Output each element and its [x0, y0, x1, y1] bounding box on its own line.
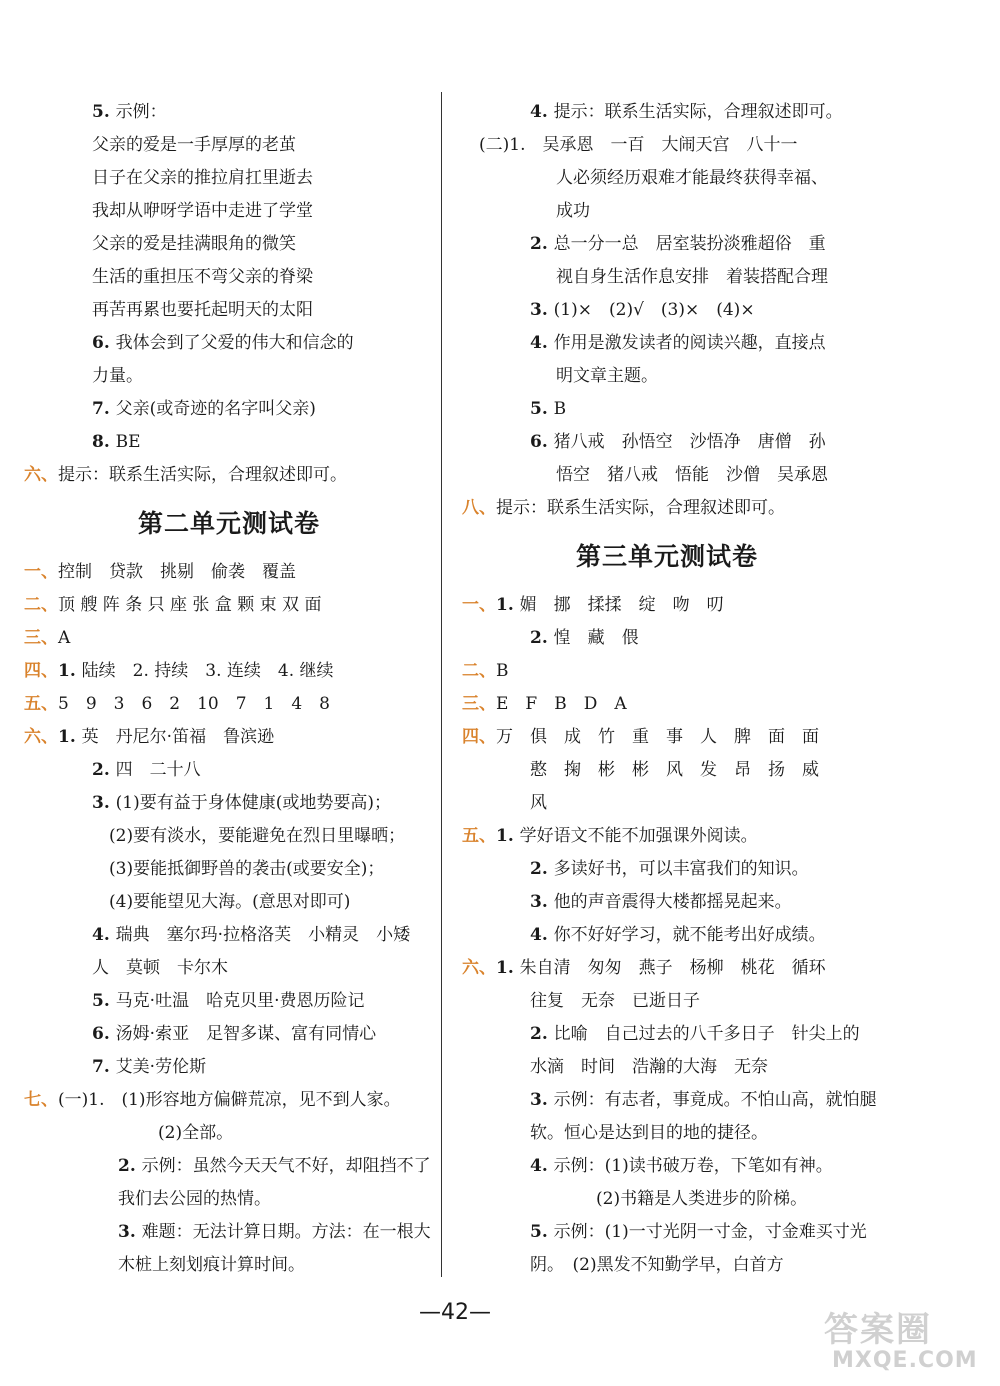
answer-text: 多读好书，可以丰富我们的知识。	[553, 859, 809, 879]
answer-text: 日子在父亲的推拉肩扛里逝去	[92, 168, 313, 188]
question-number: 4.	[530, 333, 554, 353]
answer-text: 示例：(1)读书破万卷，下笔如有神。	[553, 1156, 833, 1176]
answer-line	[24, 1249, 434, 1282]
answer-text: 生活的重担压不弯父亲的脊梁	[92, 267, 313, 287]
answer-text: 四 二十八	[115, 760, 201, 780]
question-number: 5.	[92, 991, 116, 1011]
section-marker: 三、	[462, 694, 496, 714]
answer-text: (4)要能望见大海。(意思对即可)	[92, 892, 351, 912]
answer-text: 猪八戒 孙悟空 沙悟净 唐僧 孙	[553, 432, 826, 452]
answer-text: 马克·吐温 哈克贝里·费恩历险记	[115, 991, 365, 1011]
section-marker: 二、	[24, 595, 58, 615]
question-number: 4.	[530, 1156, 554, 1176]
question-number: 8.	[92, 432, 116, 452]
answer-line	[24, 294, 434, 327]
answer-line	[24, 1084, 434, 1117]
right-column	[462, 96, 877, 1282]
answer-line	[462, 426, 872, 459]
answer-text: 我体会到了父爱的伟大和信念的	[115, 333, 354, 353]
section-marker: 五、	[24, 694, 58, 714]
answer-text: (1)× (2)√ (3)× (4)×	[553, 300, 755, 320]
answer-text: 你不好好学习，就不能考出好成绩。	[553, 925, 826, 945]
answer-line	[462, 985, 872, 1018]
answer-text: 人 莫顿 卡尔木	[92, 958, 228, 978]
answer-line	[24, 393, 434, 426]
answer-line	[462, 853, 872, 886]
watermark-text: 答案圈	[824, 1310, 932, 1350]
question-number: 1.	[496, 958, 520, 978]
question-number: 7.	[92, 1057, 116, 1077]
answer-text: (2)要有淡水，要能避免在烈日里曝晒；	[92, 826, 406, 846]
answer-line	[462, 886, 872, 919]
question-number: 4.	[92, 925, 116, 945]
answer-line	[462, 1084, 877, 1117]
answer-line	[462, 655, 872, 688]
answer-text: 示例：虽然今天天气不好，却阻挡不了	[141, 1156, 431, 1176]
answer-text: 汤姆·索亚 足智多谋、富有同情心	[115, 1024, 377, 1044]
answer-text: 提示：联系生活实际，合理叙述即可。	[553, 102, 843, 122]
section-marker: 四、	[24, 661, 58, 681]
answer-line	[24, 426, 434, 459]
answer-text: 提示：联系生活实际，合理叙述即可。	[496, 498, 785, 518]
answer-text: 总一分一总 居室装扮淡雅超俗 重	[553, 234, 826, 254]
question-number: 5.	[530, 399, 554, 419]
answer-text: 学好语文不能不加强课外阅读。	[519, 826, 758, 846]
question-number: 5.	[92, 102, 116, 122]
left-column	[24, 96, 434, 1282]
section-marker: 七、	[24, 1090, 58, 1110]
answer-text: 力量。	[92, 366, 143, 386]
answer-line	[24, 952, 434, 985]
answer-line	[462, 820, 872, 853]
answer-line	[24, 820, 434, 853]
question-number: 1.	[58, 727, 82, 747]
question-number: 1.	[496, 826, 520, 846]
answer-text: (1)要有益于身体健康(或地势要高)；	[115, 793, 392, 813]
answer-text: 视自身生活作息安排 着装搭配合理	[556, 267, 828, 287]
question-number: 2.	[530, 234, 554, 254]
answer-text: 父亲的爱是一手厚厚的老茧	[92, 135, 296, 155]
answer-text: 再苦再累也要托起明天的太阳	[92, 300, 313, 320]
answer-text: 水滴 时间 浩瀚的大海 无奈	[530, 1057, 768, 1077]
answer-text: E F B D A	[496, 694, 627, 714]
answer-line	[462, 129, 872, 162]
answer-text: 人必须经历艰难才能最终获得幸福、	[556, 168, 828, 188]
answer-line	[462, 1051, 872, 1084]
answer-line	[24, 622, 434, 655]
answer-line	[24, 1183, 434, 1216]
question-number: 3.	[530, 892, 554, 912]
section-marker: 六、	[24, 727, 58, 747]
answer-text: 软。恒心是达到目的地的捷径。	[530, 1123, 768, 1143]
answer-line	[462, 162, 872, 195]
answer-text: 阴。 (2)黑发不知勤学早，白首方	[530, 1255, 784, 1275]
question-number: 6.	[92, 1024, 116, 1044]
answer-line	[24, 360, 434, 393]
answer-line	[462, 228, 872, 261]
section-marker: 四、	[462, 727, 496, 747]
answer-text: 木桩上刻划痕计算时间。	[118, 1255, 305, 1275]
answer-line	[24, 721, 434, 754]
answer-text: BE	[115, 432, 141, 452]
answer-line	[24, 1216, 434, 1249]
question-number: 3.	[92, 793, 116, 813]
answer-text: 明文章主题。	[556, 366, 658, 386]
answer-text: 朱自清 匆匆 燕子 杨柳 桃花 循环	[519, 958, 826, 978]
answer-text: 示例：有志者，事竟成。不怕山高，就怕腿	[553, 1090, 877, 1110]
answer-line	[462, 393, 872, 426]
section-marker: 五、	[462, 826, 496, 846]
answer-line	[462, 754, 872, 787]
answer-line	[462, 294, 872, 327]
answer-line	[462, 1249, 872, 1282]
answer-text: 陆续 2. 持续 3. 连续 4. 继续	[81, 661, 334, 681]
section-marker: 六、	[462, 958, 496, 978]
answer-line	[24, 96, 434, 129]
question-number: 2.	[530, 1024, 554, 1044]
answer-text: 示例：(1)一寸光阴一寸金，寸金难买寸光	[553, 1222, 867, 1242]
question-number: 6.	[92, 333, 116, 353]
question-number: 2.	[530, 628, 554, 648]
answer-line	[462, 96, 872, 129]
answer-line	[24, 1018, 434, 1051]
answer-line	[462, 360, 872, 393]
question-number: 2.	[530, 859, 554, 879]
answer-line	[462, 327, 872, 360]
page-number: —42—	[419, 1300, 491, 1325]
question-number: 4.	[530, 102, 554, 122]
answer-line	[24, 655, 434, 688]
answer-line	[462, 1150, 872, 1183]
answer-line	[24, 1150, 434, 1183]
answer-text: 他的声音震得大楼都摇晃起来。	[553, 892, 792, 912]
answer-line	[462, 688, 872, 721]
section-marker: 一、	[462, 595, 496, 615]
answer-line	[462, 787, 872, 820]
question-number: 3.	[530, 1090, 554, 1110]
section-marker: 三、	[24, 628, 58, 648]
answer-text: (2)书籍是人类进步的阶梯。	[596, 1189, 808, 1209]
answer-line	[24, 556, 434, 589]
answer-text: B	[496, 661, 509, 681]
answer-line	[462, 919, 872, 952]
answer-text: 媚 挪 揉揉 绽 吻 叨	[519, 595, 724, 615]
column-divider	[441, 92, 442, 1277]
answer-text: 父亲的爱是挂满眼角的微笑	[92, 234, 296, 254]
answer-text: 提示：联系生活实际，合理叙述即可。	[58, 465, 347, 485]
watermark-logo	[818, 1302, 994, 1382]
answer-text: 难题：无法计算日期。方法：在一根大	[141, 1222, 431, 1242]
section-marker: 八、	[462, 498, 496, 518]
question-number: 2.	[92, 760, 116, 780]
answer-text: 控制 贷款 挑剔 偷袭 覆盖	[58, 562, 296, 582]
answer-line	[24, 853, 434, 886]
question-number: 1.	[58, 661, 82, 681]
answer-line	[24, 754, 434, 787]
answer-line	[24, 985, 434, 1018]
answer-line	[462, 721, 872, 754]
answer-text: 艾美·劳伦斯	[115, 1057, 207, 1077]
answer-line	[462, 622, 872, 655]
question-number: 5.	[530, 1222, 554, 1242]
question-number: 2.	[118, 1156, 142, 1176]
answer-line	[462, 952, 872, 985]
answer-text: A	[58, 628, 71, 648]
answer-text: 示例：	[115, 102, 167, 122]
answer-text: 风	[530, 793, 547, 813]
answer-line	[24, 162, 434, 195]
answer-line	[24, 1117, 434, 1150]
question-number: 3.	[530, 300, 554, 320]
answer-text: 瑞典 塞尔玛·拉格洛芙 小精灵 小矮	[115, 925, 411, 945]
answer-text: 比喻 自己过去的八千多日子 针尖上的	[553, 1024, 860, 1044]
question-number: 7.	[92, 399, 116, 419]
question-number: 1.	[496, 595, 520, 615]
answer-text: (3)要能抵御野兽的袭击(或要安全)；	[92, 859, 385, 879]
answer-line	[24, 919, 434, 952]
answer-line	[462, 459, 872, 492]
question-number: 4.	[530, 925, 554, 945]
question-number: 6.	[530, 432, 554, 452]
answer-text: 惶 藏 偎	[553, 628, 639, 648]
answer-text: 顶 艘 阵 条 只 座 张 盒 颗 束 双 面	[58, 595, 322, 615]
answer-text: (二)1. 吴承恩 一百 大闹天宫 八十一	[462, 135, 798, 155]
answer-text: 我们去公园的热情。	[118, 1189, 271, 1209]
answer-line	[24, 787, 434, 820]
answer-line	[24, 688, 434, 721]
answer-line	[24, 228, 434, 261]
answer-text: 往复 无奈 已逝日子	[530, 991, 700, 1011]
question-number: 3.	[118, 1222, 142, 1242]
answer-line	[462, 261, 872, 294]
answer-line	[24, 261, 434, 294]
answer-line	[24, 589, 434, 622]
answer-line	[462, 1117, 872, 1150]
answer-line	[24, 195, 434, 228]
answer-text: B	[553, 399, 567, 419]
section-marker: 一、	[24, 562, 58, 582]
answer-text: 憨 掬 彬 彬 风 发 昂 扬 威	[530, 760, 819, 780]
answer-text: 悟空 猪八戒 悟能 沙僧 吴承恩	[556, 465, 828, 485]
answer-line	[24, 327, 434, 360]
answer-text: 5 9 3 6 2 10 7 1 4 8	[58, 694, 330, 714]
answer-line	[462, 1216, 872, 1249]
section-title: 第二单元测试卷	[137, 509, 320, 538]
answer-line	[24, 459, 434, 492]
answer-line	[462, 195, 872, 228]
section-title: 第三单元测试卷	[575, 542, 758, 571]
section-marker: 二、	[462, 661, 496, 681]
answer-text: 作用是激发读者的阅读兴趣，直接点	[553, 333, 826, 353]
answer-line	[462, 589, 872, 622]
answer-text: (一)1. (1)形容地方偏僻荒凉，见不到人家。	[58, 1090, 401, 1110]
answer-text: (2)全部。	[158, 1123, 234, 1143]
answer-line	[462, 1018, 872, 1051]
answer-line	[24, 1051, 434, 1084]
answer-line	[24, 129, 434, 162]
answer-text: 我却从咿呀学语中走进了学堂	[92, 201, 313, 221]
answer-text: 父亲(或奇迹的名字叫父亲)	[115, 399, 316, 419]
answer-line	[462, 492, 872, 525]
section-marker: 六、	[24, 465, 58, 485]
answer-text: 成功	[556, 201, 590, 221]
answer-text: 万 俱 成 竹 重 事 人 脾 面 面	[496, 727, 819, 747]
watermark-url: MXQE.COM	[832, 1348, 978, 1373]
answer-line	[462, 1183, 872, 1216]
answer-line	[24, 886, 434, 919]
answer-text: 英 丹尼尔·笛福 鲁滨逊	[81, 727, 275, 747]
